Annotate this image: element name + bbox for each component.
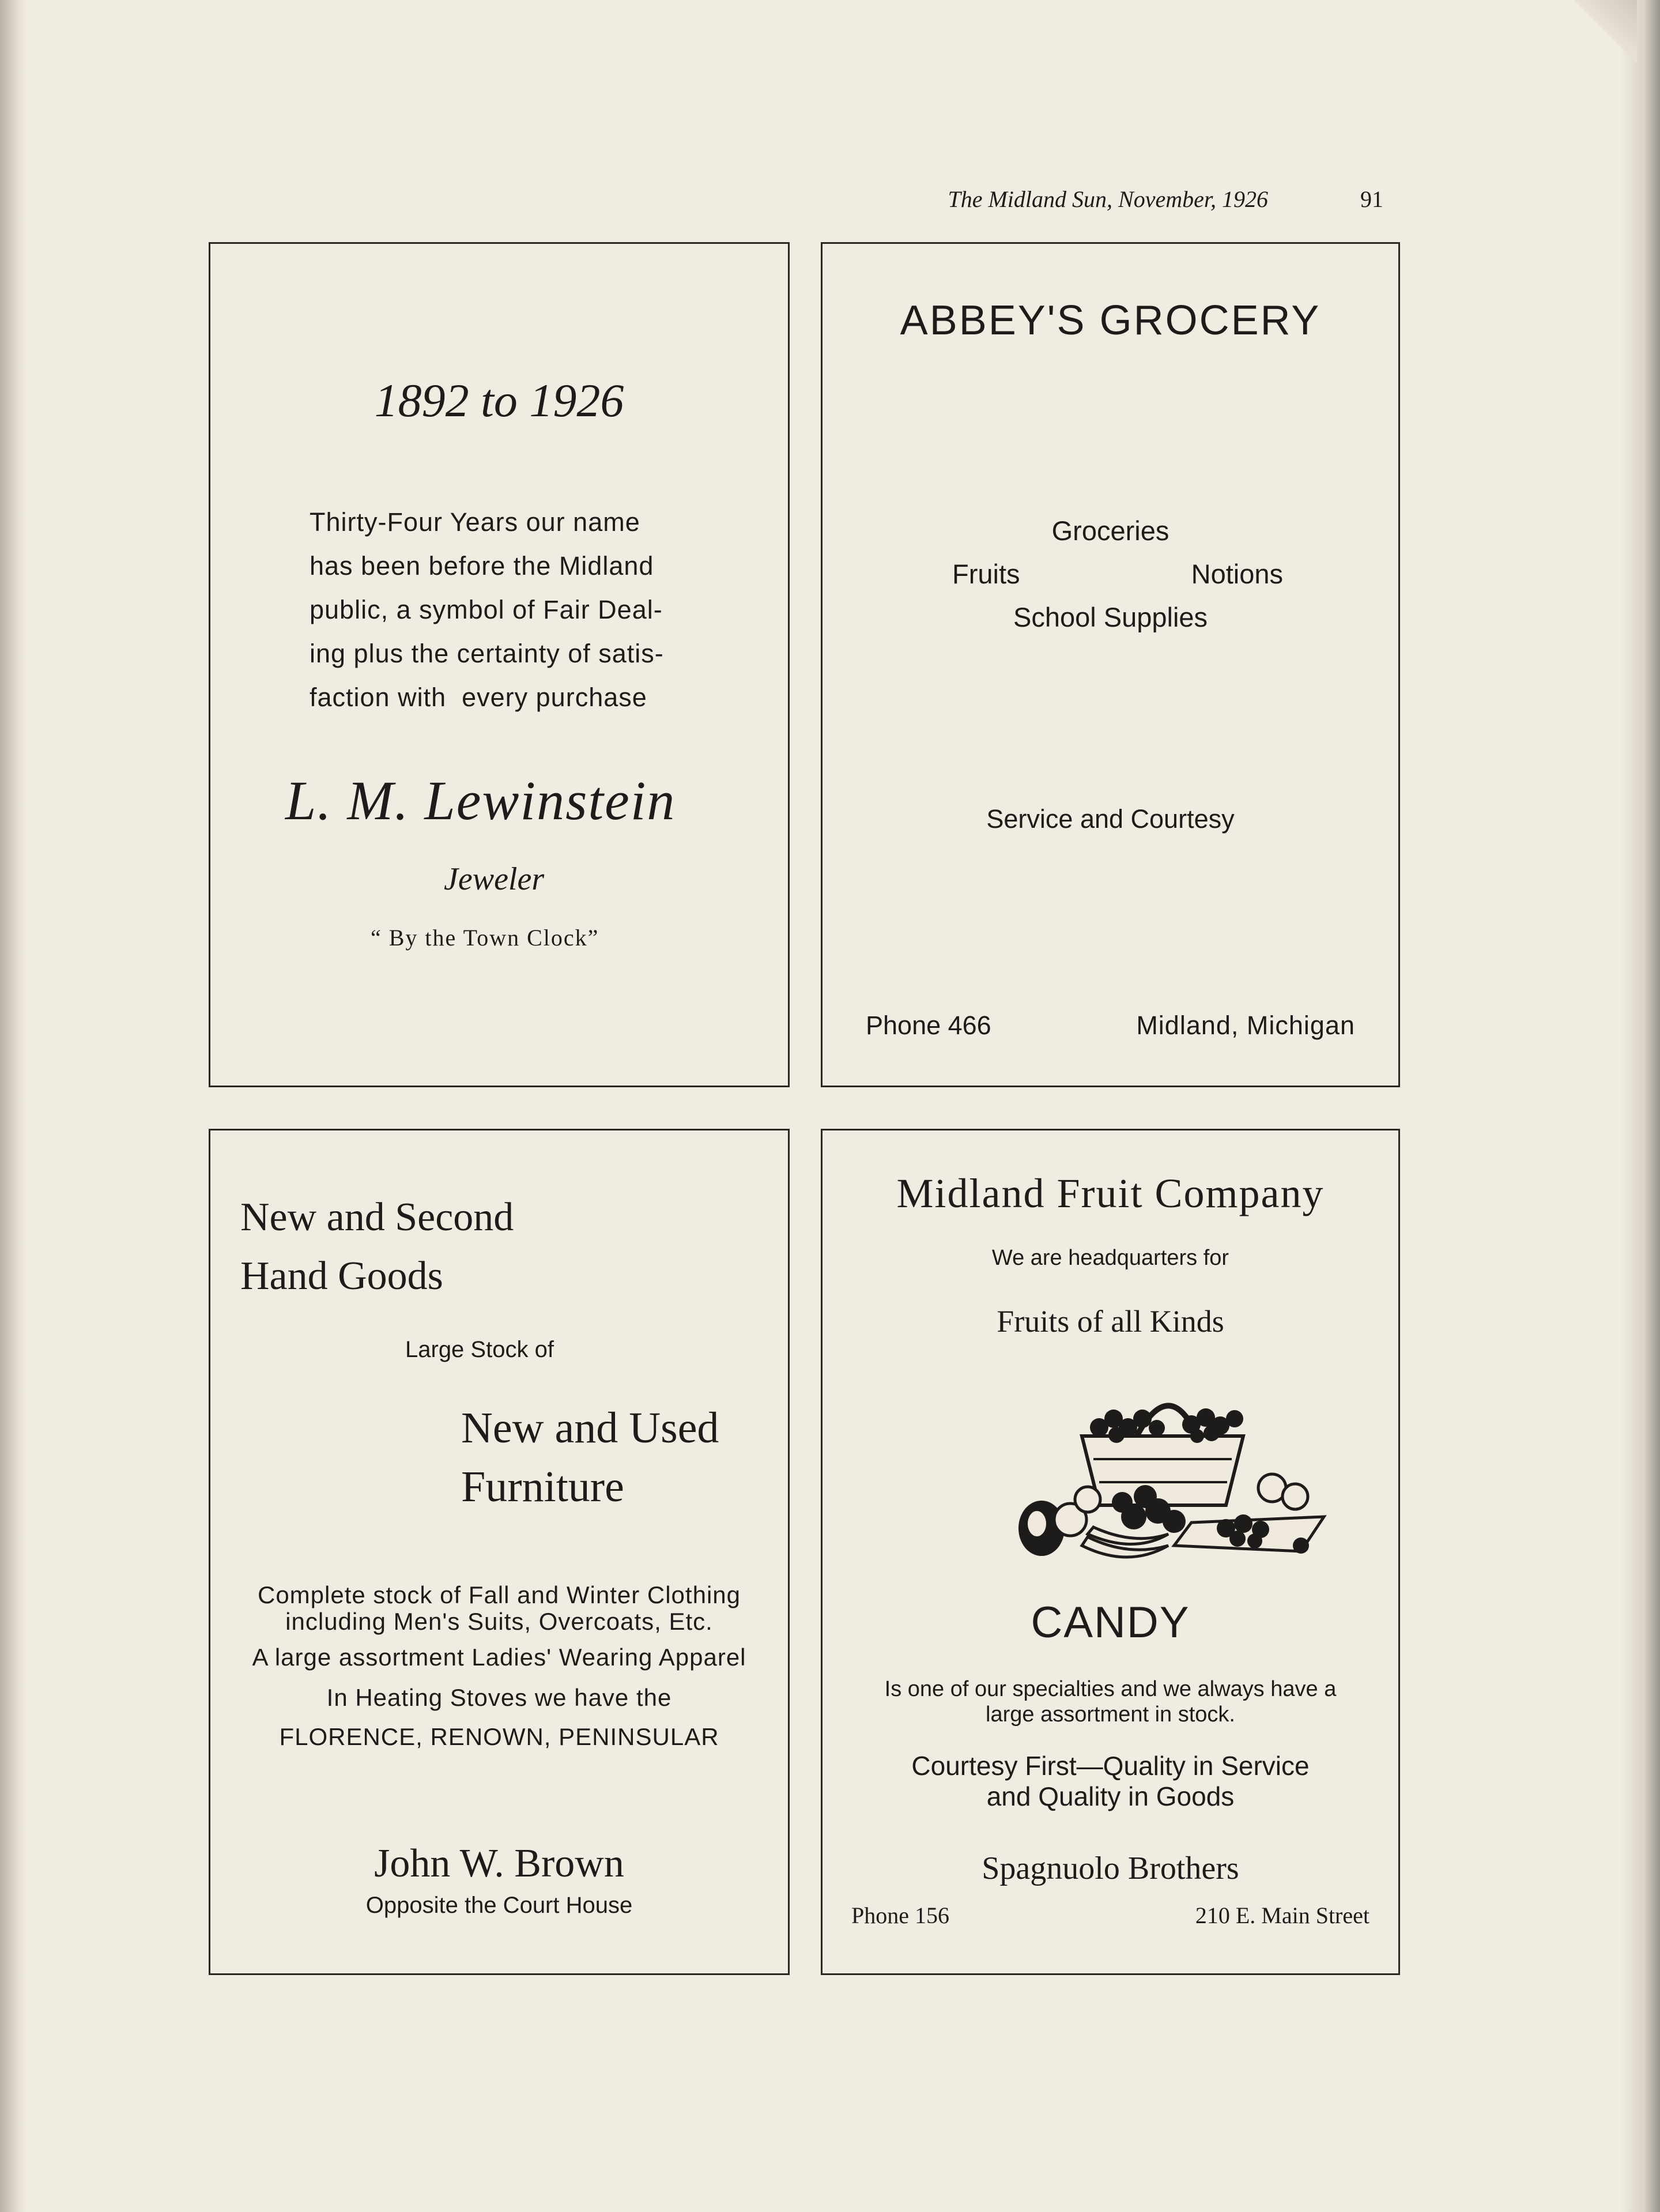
- fruit-basket-illustration: [1001, 1373, 1335, 1569]
- fruit-owners: Spagnuolo Brothers: [982, 1851, 1239, 1886]
- blurb-line: public, a symbol of Fair Deal-: [310, 595, 663, 624]
- jeweler-slogan: “ By the Town Clock”: [371, 925, 599, 951]
- blurb-line: Thirty-Four Years our name: [310, 507, 640, 537]
- grocery-item-groceries: Groceries: [1051, 515, 1169, 546]
- goods-furniture-heading: [461, 1399, 719, 1516]
- goods-line: A large assortment Ladies' Wearing Apparel: [252, 1644, 746, 1671]
- goods-heading-line: New and Second: [240, 1195, 514, 1239]
- goods-furniture-line: New and Used: [461, 1404, 719, 1452]
- fruit-street: 210 E. Main Street: [1195, 1902, 1369, 1928]
- grocery-item-notions: Notions: [1191, 559, 1283, 589]
- page-corner-fold: [1574, 0, 1637, 63]
- courtesy-line: and Quality in Goods: [986, 1781, 1235, 1811]
- grocery-name: ABBEY'S GROCERY: [900, 297, 1321, 344]
- running-header: [865, 186, 1383, 220]
- publication-title: The Midland Sun, November, 1926: [948, 186, 1268, 212]
- candy-heading: CANDY: [1031, 1598, 1190, 1647]
- fruit-phone: Phone 156: [851, 1902, 949, 1928]
- goods-stock-label: Large Stock of: [405, 1337, 554, 1362]
- goods-heading-line: Hand Goods: [240, 1254, 443, 1298]
- courtesy-line: Courtesy First—Quality in Service: [911, 1751, 1310, 1781]
- fruit-sub: We are headquarters for: [991, 1246, 1229, 1270]
- ad-abbeys-grocery: [821, 242, 1400, 1087]
- blurb-line: ing plus the certainty of satis-: [310, 639, 664, 668]
- ad-lewinstein-jeweler: [209, 242, 790, 1087]
- fruit-kinds: Fruits of all Kinds: [997, 1304, 1224, 1339]
- grocery-phone: Phone 466: [866, 1011, 991, 1040]
- jeweler-name: L. M. Lewinstein: [285, 770, 676, 831]
- blurb-line: faction with every purchase: [310, 683, 647, 712]
- jeweler-title: Jeweler: [444, 861, 545, 897]
- page-gutter-shadow: [0, 0, 28, 2212]
- grocery-item-fruits: Fruits: [952, 559, 1020, 589]
- goods-address: Opposite the Court House: [365, 1893, 633, 1918]
- grocery-service: Service and Courtesy: [986, 804, 1235, 834]
- goods-line: FLORENCE, RENOWN, PENINSULAR: [279, 1723, 719, 1750]
- candy-line: large assortment in stock.: [986, 1702, 1235, 1727]
- ad-midland-fruit-company: [821, 1129, 1400, 1975]
- page-edge-shadow: [1620, 0, 1660, 2212]
- fruit-company-name: Midland Fruit Company: [896, 1170, 1325, 1216]
- goods-line: In Heating Stoves we have the: [326, 1684, 672, 1711]
- goods-heading: [240, 1188, 514, 1306]
- goods-owner: John W. Brown: [374, 1841, 624, 1886]
- goods-furniture-line: Furniture: [461, 1463, 624, 1511]
- blurb-line: has been before the Midland: [310, 551, 654, 581]
- ad-years: 1892 to 1926: [374, 374, 624, 427]
- ad-blurb: [310, 500, 664, 719]
- candy-line: Is one of our specialties and we always have a: [884, 1677, 1337, 1701]
- goods-line: including Men's Suits, Overcoats, Etc.: [285, 1608, 713, 1635]
- ad-john-w-brown-goods: [209, 1129, 790, 1975]
- grocery-city: Midland, Michigan: [1136, 1011, 1355, 1040]
- grocery-item-school-supplies: School Supplies: [1013, 602, 1208, 632]
- goods-line: Complete stock of Fall and Winter Clothing: [257, 1581, 741, 1608]
- page-number: 91: [1360, 186, 1383, 212]
